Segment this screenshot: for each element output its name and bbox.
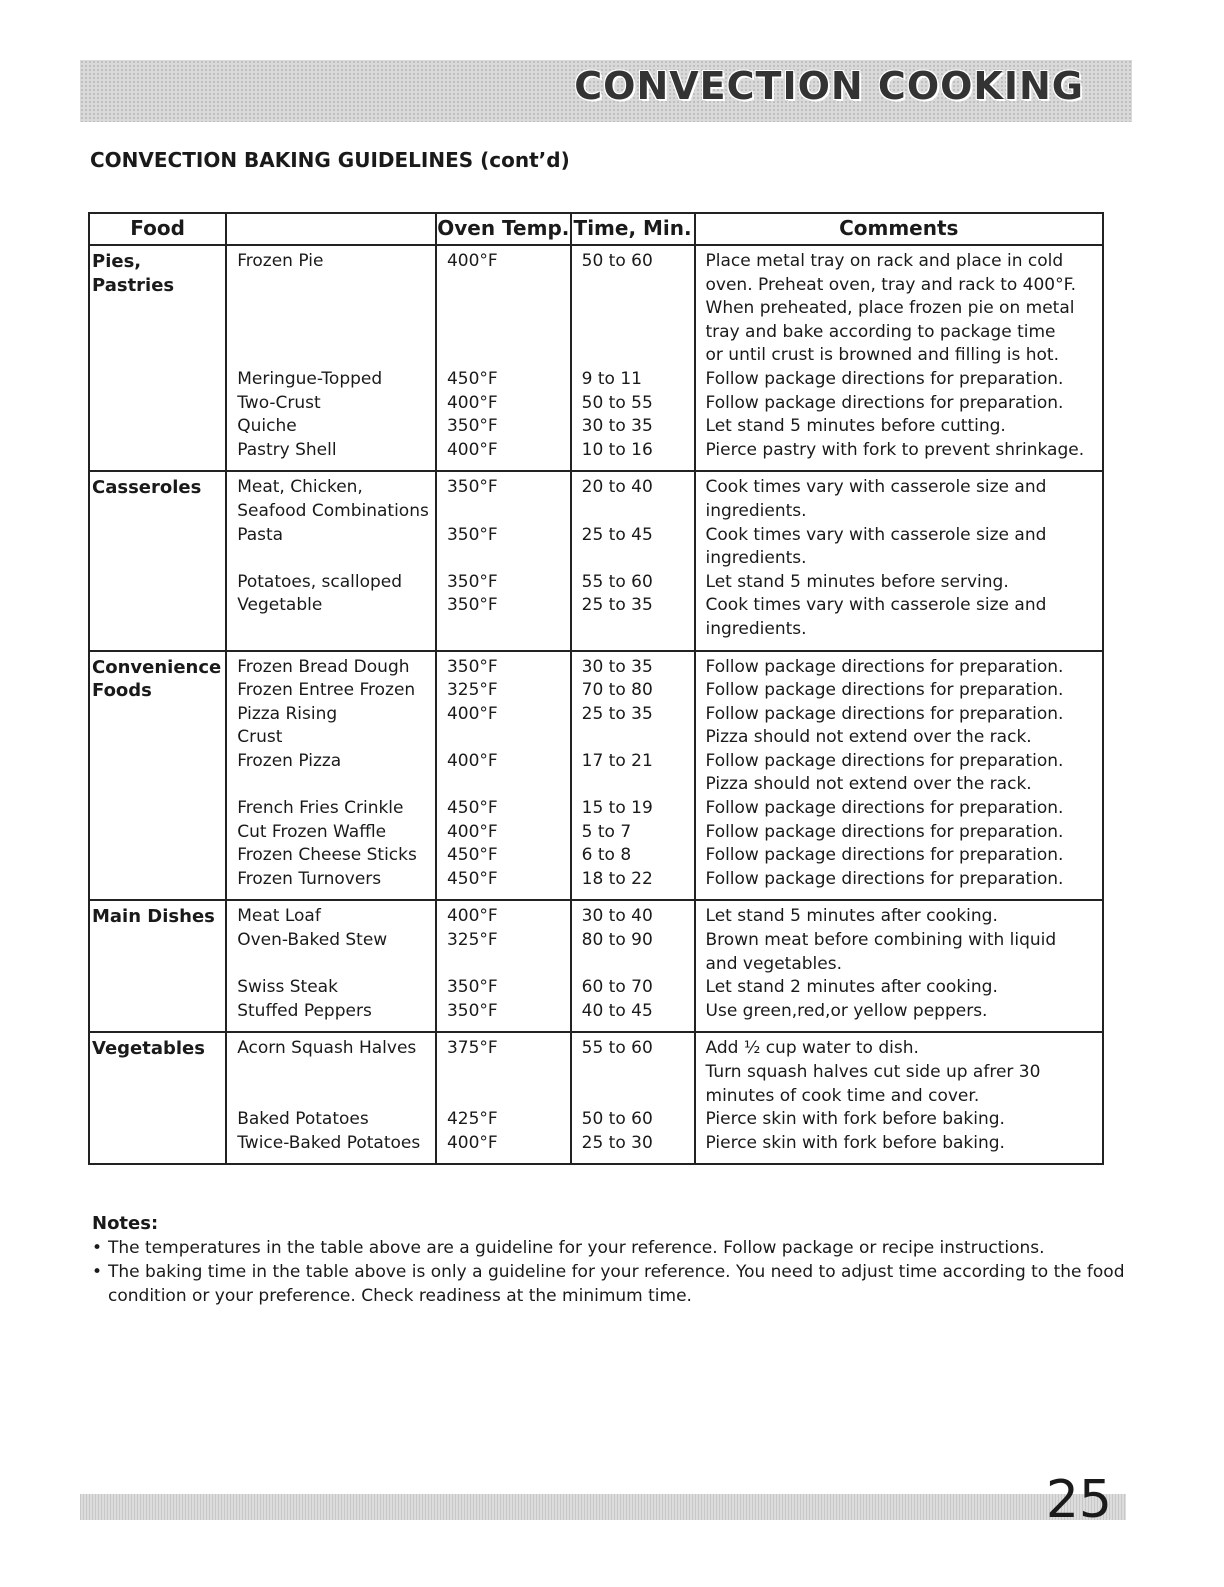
oven-temp: 450°F	[446, 845, 498, 866]
food-item: Swiss Steak	[237, 977, 338, 998]
oven-temp: 400°F	[446, 251, 498, 271]
oven-temp-cell	[436, 1032, 571, 1164]
food-item: Pastry Shell	[237, 439, 337, 460]
comment: Follow package directions for preparation.	[705, 868, 1064, 889]
header-oven-temp: Oven Temp.	[436, 213, 571, 245]
comment: Follow package directions for preparation.	[705, 750, 1064, 771]
note-text: The baking time in the table above is only a guideline for your reference. You need to adjust time according to the food condition or your preference. Check readiness at the minimum time.	[108, 1262, 1125, 1306]
note-text: The temperatures in the table above are a guideline for your reference. Follow package or recipe instructions.	[108, 1238, 1045, 1258]
table-body	[89, 245, 1103, 1164]
food-item: Frozen Pizza	[237, 750, 342, 771]
comment: Let stand 5 minutes before serving.	[705, 571, 1009, 592]
oven-temp	[447, 1085, 566, 1109]
cook-time-cell	[571, 471, 695, 650]
table-row	[89, 245, 1103, 471]
table-row	[89, 651, 1103, 901]
food-item: Seafood Combinations	[237, 500, 429, 521]
oven-temp	[447, 500, 566, 524]
header-food-item	[226, 213, 436, 245]
cook-time: 15 to 19	[581, 798, 653, 819]
food-item	[237, 274, 431, 298]
cook-time: 70 to 80	[581, 680, 653, 701]
cook-time: 10 to 16	[581, 439, 653, 460]
comment: Place metal tray on rack and place in cold	[705, 251, 1064, 271]
oven-temp: 325°F	[446, 680, 498, 701]
food-category: Main Dishes	[89, 900, 226, 1032]
table-header-row	[89, 213, 1103, 245]
food-item-cell	[226, 245, 436, 471]
food-item	[237, 1085, 431, 1109]
oven-temp-cell	[436, 245, 571, 471]
oven-temp: 350°F	[446, 416, 498, 437]
cook-time	[582, 773, 690, 797]
banner-title: CONVECTION COOKING	[574, 64, 1084, 108]
comment: and vegetables.	[705, 953, 842, 974]
comment: oven. Preheat oven, tray and rack to 400°F.	[705, 274, 1077, 295]
food-item	[237, 618, 431, 642]
comment-cell	[695, 900, 1103, 1032]
oven-temp: 350°F	[446, 1000, 498, 1021]
comment: Follow package directions for preparation.	[705, 368, 1064, 389]
food-item-cell	[226, 651, 436, 901]
cook-time: 55 to 60	[581, 571, 653, 592]
food-category: Pies, Pastries	[89, 245, 226, 471]
comment: ingredients.	[705, 618, 807, 639]
oven-temp: 400°F	[446, 750, 498, 771]
food-item: Frozen Pie	[237, 251, 324, 271]
cook-time: 18 to 22	[581, 868, 653, 889]
comment: Brown meat before combining with liquid	[705, 930, 1057, 951]
oven-temp-cell	[436, 651, 571, 901]
food-item: Frozen Turnovers	[237, 868, 382, 889]
comment: Follow package directions for preparation.	[705, 392, 1064, 413]
oven-temp: 325°F	[446, 930, 498, 951]
note-item	[92, 1236, 1132, 1260]
food-item: Two-Crust	[237, 392, 321, 413]
oven-temp: 400°F	[446, 439, 498, 460]
cook-time: 25 to 35	[581, 703, 653, 724]
cook-time	[582, 297, 690, 321]
notes-section	[92, 1212, 1132, 1308]
comment: tray and bake according to package time	[705, 321, 1056, 342]
comment-cell	[695, 471, 1103, 650]
comment: Pizza should not extend over the rack.	[705, 774, 1032, 795]
cook-time	[582, 953, 690, 977]
comment: Pierce pastry with fork to prevent shrinkage.	[705, 439, 1085, 460]
comment: Add ½ cup water to dish.	[705, 1038, 919, 1059]
oven-temp	[447, 344, 566, 368]
oven-temp-cell	[436, 471, 571, 650]
cook-time: 25 to 35	[581, 595, 653, 616]
food-item: Pizza Rising	[237, 703, 338, 724]
comment: Follow package directions for preparation.	[705, 680, 1064, 701]
cook-time: 55 to 60	[581, 1038, 653, 1059]
food-item-cell	[226, 900, 436, 1032]
food-item: Meringue-Topped	[237, 368, 383, 389]
comment: Use green,red,or yellow peppers.	[705, 1000, 988, 1021]
food-item: Cut Frozen Waffle	[237, 821, 387, 842]
food-category: Convenience Foods	[89, 651, 226, 901]
cook-time: 20 to 40	[581, 477, 653, 498]
food-item	[237, 773, 431, 797]
oven-temp	[447, 953, 566, 977]
comment-cell	[695, 245, 1103, 471]
table-row	[89, 1032, 1103, 1164]
cook-time: 50 to 60	[581, 251, 653, 271]
page-number: 25	[1045, 1470, 1112, 1530]
comment-cell	[695, 651, 1103, 901]
cook-time: 5 to 7	[581, 821, 632, 842]
food-item	[237, 344, 431, 368]
comment: Turn squash halves cut side up afrer 30	[705, 1062, 1041, 1082]
cook-time	[582, 344, 690, 368]
header-food: Food	[89, 213, 226, 245]
food-item: Potatoes, scalloped	[237, 571, 403, 592]
oven-temp-cell	[436, 900, 571, 1032]
cook-time: 6 to 8	[581, 845, 632, 866]
food-item	[237, 297, 431, 321]
oven-temp	[447, 726, 566, 750]
comment: Follow package directions for preparation.	[705, 656, 1064, 677]
comment: ingredients.	[705, 548, 807, 569]
comment: Follow package directions for preparation.	[705, 845, 1064, 866]
cook-time	[582, 500, 690, 524]
cook-time: 25 to 30	[581, 1132, 653, 1153]
comment-cell	[695, 1032, 1103, 1164]
food-item: Stuffed Peppers	[237, 1000, 372, 1021]
cook-time	[582, 1085, 690, 1109]
oven-temp: 400°F	[446, 821, 498, 842]
oven-temp: 350°F	[446, 524, 498, 545]
food-item: Frozen Cheese Sticks	[237, 845, 417, 866]
oven-temp	[447, 274, 566, 298]
food-category: Vegetables	[89, 1032, 226, 1164]
oven-temp: 450°F	[446, 868, 498, 889]
food-item: Acorn Squash Halves	[237, 1038, 417, 1059]
cook-time: 60 to 70	[581, 977, 653, 998]
cook-time: 40 to 45	[581, 1000, 653, 1021]
cook-time	[582, 1061, 690, 1085]
header-comments: Comments	[695, 213, 1103, 245]
comment: Follow package directions for preparation.	[705, 703, 1064, 724]
oven-temp: 400°F	[446, 1132, 498, 1153]
oven-temp: 350°F	[446, 595, 498, 616]
comment: or until crust is browned and filling is hot.	[705, 345, 1059, 366]
note-item	[92, 1260, 1132, 1308]
food-item	[237, 953, 431, 977]
food-item: Crust	[237, 727, 283, 748]
cook-time: 30 to 35	[581, 656, 653, 677]
food-item: Baked Potatoes	[237, 1109, 369, 1130]
comment: Cook times vary with casserole size and	[705, 524, 1047, 545]
footer-strip	[80, 1494, 1126, 1520]
oven-temp	[447, 618, 566, 642]
comment: minutes of cook time and cover.	[705, 1085, 980, 1106]
comment: Let stand 5 minutes before cutting.	[705, 416, 1006, 437]
cook-time: 17 to 21	[581, 750, 653, 771]
food-item	[237, 1061, 431, 1085]
comment: Let stand 5 minutes after cooking.	[705, 906, 998, 927]
cook-time	[582, 547, 690, 571]
bullet-icon: •	[92, 1262, 103, 1282]
cook-time-cell	[571, 245, 695, 471]
oven-temp: 350°F	[446, 477, 498, 498]
table-row	[89, 471, 1103, 650]
food-item: Pasta	[237, 524, 284, 545]
comment: Let stand 2 minutes after cooking.	[705, 977, 998, 998]
oven-temp	[447, 297, 566, 321]
oven-temp: 400°F	[446, 906, 498, 927]
oven-temp	[447, 547, 566, 571]
cook-time: 30 to 40	[581, 906, 653, 927]
food-item: French Fries Crinkle	[237, 798, 404, 819]
comment: Follow package directions for preparation.	[705, 798, 1064, 819]
oven-temp: 450°F	[446, 368, 498, 389]
oven-temp: 400°F	[446, 703, 498, 724]
table-row	[89, 900, 1103, 1032]
oven-temp: 450°F	[446, 798, 498, 819]
comment: Pierce skin with fork before baking.	[705, 1109, 1005, 1130]
oven-temp	[447, 1061, 566, 1085]
food-item	[237, 547, 431, 571]
food-item	[237, 321, 431, 345]
comment: Pizza should not extend over the rack.	[705, 727, 1032, 748]
cook-time-cell	[571, 900, 695, 1032]
cook-time: 50 to 60	[581, 1109, 653, 1130]
cook-time-cell	[571, 651, 695, 901]
comment: When preheated, place frozen pie on metal	[705, 298, 1075, 319]
food-item: Vegetable	[237, 595, 323, 616]
food-category: Casseroles	[89, 471, 226, 650]
oven-temp: 350°F	[446, 571, 498, 592]
cook-time	[582, 274, 690, 298]
oven-temp: 425°F	[446, 1109, 498, 1130]
oven-temp: 350°F	[446, 656, 498, 677]
cook-time: 80 to 90	[581, 930, 653, 951]
comment: Follow package directions for preparation.	[705, 821, 1064, 842]
baking-guidelines-table	[88, 212, 1104, 1165]
cook-time	[582, 618, 690, 642]
food-item: Meat, Chicken,	[237, 477, 363, 498]
comment: Cook times vary with casserole size and	[705, 477, 1047, 498]
section-title: CONVECTION BAKING GUIDELINES (cont’d)	[90, 148, 570, 172]
food-item-cell	[226, 471, 436, 650]
cook-time-cell	[571, 1032, 695, 1164]
oven-temp: 400°F	[446, 392, 498, 413]
food-item: Twice-Baked Potatoes	[237, 1132, 421, 1153]
food-item: Meat Loaf	[237, 906, 321, 927]
food-item: Frozen Bread Dough	[237, 656, 410, 677]
oven-temp: 375°F	[446, 1038, 498, 1059]
food-item-cell	[226, 1032, 436, 1164]
oven-temp: 350°F	[446, 977, 498, 998]
cook-time: 30 to 35	[581, 416, 653, 437]
cook-time: 50 to 55	[581, 392, 653, 413]
cook-time: 9 to 11	[581, 368, 642, 389]
cook-time: 25 to 45	[581, 524, 653, 545]
food-item: Quiche	[237, 416, 297, 437]
food-item: Oven-Baked Stew	[237, 930, 388, 951]
comment: Cook times vary with casserole size and	[705, 595, 1047, 616]
food-item: Frozen Entree Frozen	[237, 680, 416, 701]
cook-time	[582, 321, 690, 345]
notes-title: Notes:	[92, 1213, 159, 1234]
oven-temp	[447, 321, 566, 345]
cook-time	[582, 726, 690, 750]
header-time: Time, Min.	[571, 213, 695, 245]
oven-temp	[447, 773, 566, 797]
section-banner	[80, 60, 1132, 122]
comment: Pierce skin with fork before baking.	[705, 1132, 1005, 1153]
bullet-icon: •	[92, 1238, 103, 1258]
comment: ingredients.	[705, 500, 807, 521]
